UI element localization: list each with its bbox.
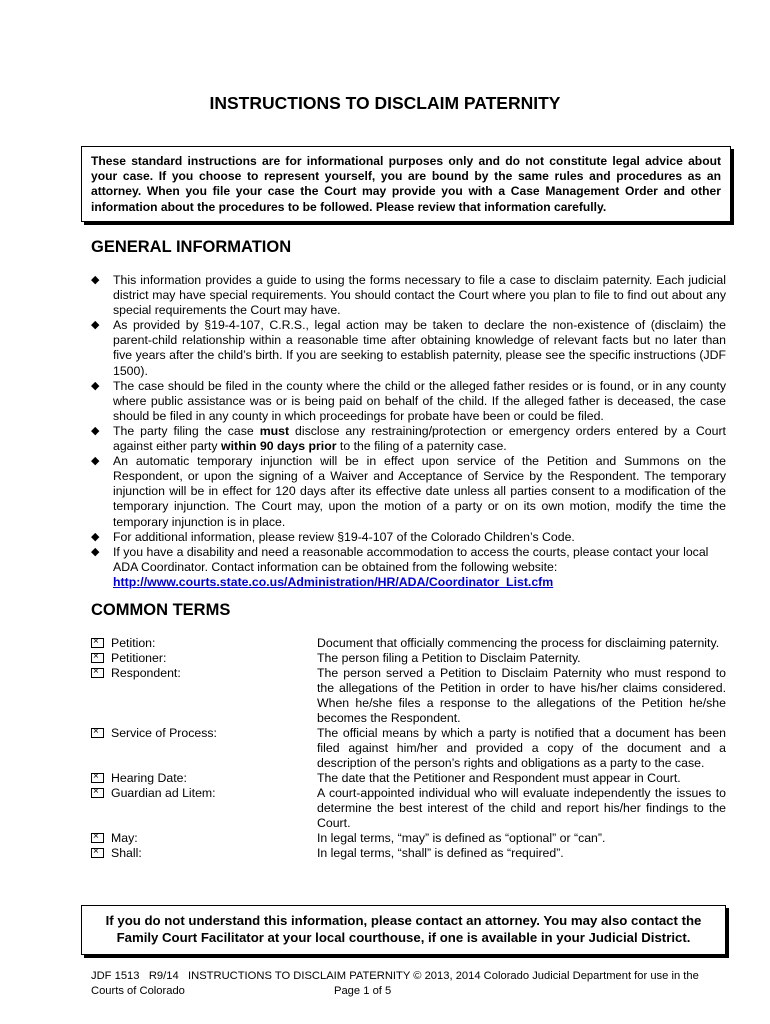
contact-line-1: If you do not understand this information, please contact an attorney. You may also contact the (105, 913, 702, 928)
bullet-text: An automatic temporary injunction will be in effect upon service of the Petition and Summons on the Respondent, or upon the signing of a Waiver and Acceptance of Service by the Respondent. The temporary injunction will be in effect for 120 days after its effective date unless all parties consent to a modification of the temporary injunction. The Court may, upon the motion of a party or on its own motion, modify the time the temporary injunction is in place. (113, 454, 726, 529)
bullet-text: As provided by §19-4-107, C.R.S., legal action may be taken to declare the non-existence of (disclaim) the parent-child relationship within a reasonable time after obtaining knowledge of relevant facts but no later than five years after the child’s birth. If you are seeking to establish paternity, please see the specific instructions (JDF 1500). (113, 318, 726, 378)
footer-courts: Courts of Colorado (91, 985, 185, 997)
term-row (91, 846, 726, 861)
common-terms-list (91, 636, 726, 861)
general-information-heading: GENERAL INFORMATION (91, 238, 292, 256)
term-row (91, 726, 726, 771)
bullet-text: The case should be filed in the county where the child or the alleged father resides or is found, or in any county where public assistance was or is being paid on behalf of the child. If the alleged father is deceased, the case should be filed in any county in which proceedings for probate have been or could be filed. (113, 378, 726, 423)
contact-line-2: Family Court Facilitator at your local courthouse, if one is available in your Judicial District. (116, 929, 691, 945)
page-number: Page 1 of 5 (334, 985, 392, 997)
term-label: Petition: (111, 636, 156, 650)
term-label: Respondent: (111, 666, 181, 680)
page-footer (91, 969, 731, 999)
diamond-bullet-icon: ◆ (91, 530, 100, 543)
checkbox-x-icon (91, 653, 104, 663)
checkbox-x-icon (91, 788, 104, 798)
bullet-text-part: The party filing the case (113, 423, 260, 438)
diamond-bullet-icon: ◆ (91, 379, 100, 392)
list-item (91, 424, 726, 454)
term-definition: In legal terms, “shall” is defined as “required”. (317, 846, 564, 860)
term-definition: The date that the Petitioner and Respondent must appear in Court. (317, 771, 681, 785)
list-item (91, 454, 726, 529)
emphasis-must: must (259, 423, 290, 438)
list-item (91, 379, 726, 424)
contact-notice-box (81, 905, 726, 955)
list-item (91, 545, 726, 590)
list-item (91, 530, 726, 545)
emphasis-90-days: within 90 days prior (221, 439, 337, 454)
diamond-bullet-icon: ◆ (91, 319, 100, 332)
notice-box (81, 146, 731, 222)
bullet-text: For additional information, please review §19-4-107 of the Colorado Children’s Code. (113, 529, 575, 544)
page-title: INSTRUCTIONS TO DISCLAIM PATERNITY (209, 93, 561, 113)
bullet-text-part: to the filing of a paternity case. (336, 439, 507, 454)
term-row (91, 651, 726, 666)
checkbox-x-icon (91, 638, 104, 648)
checkbox-x-icon (91, 773, 104, 783)
term-definition: A court-appointed individual who will evaluate independently the issues to determine the best interest of the child and report his/her findings to the Court. (317, 786, 726, 830)
term-definition: In legal terms, “may” is defined as “optional” or “can”. (317, 831, 606, 845)
term-definition: The official means by which a party is notified that a document has been filed against him/her and provided a copy of the document and a description of the person’s rights and obligations as a party to the case. (317, 726, 726, 770)
ada-coordinator-link[interactable]: http://www.courts.state.co.us/Administration/HR/ADA/Coordinator_List.cfm (113, 574, 554, 589)
bullet-text: If you have a disability and need a reasonable accommodation to access the courts, please contact your local ADA Coordinator. Contact information can be obtained from the following website: (113, 544, 709, 574)
general-information-list (91, 273, 726, 590)
bullet-text-part: disclose any restraining/protection or emergency orders entered by a Court against either party (113, 423, 726, 454)
term-definition: The person filing a Petition to Disclaim Paternity. (317, 651, 581, 665)
term-label: Hearing Date: (111, 771, 187, 785)
term-label: Service of Process: (111, 726, 217, 740)
diamond-bullet-icon: ◆ (91, 424, 100, 437)
checkbox-x-icon (91, 833, 104, 843)
term-definition: The person served a Petition to Disclaim Paternity who must respond to the allegations of the Petition in order to have his/her claims considered. When he/she files a response to the allegations of the Petition he/she becomes the Respondent. (317, 666, 726, 725)
common-terms-heading: COMMON TERMS (91, 601, 231, 619)
checkbox-x-icon (91, 728, 104, 738)
term-label: Guardian ad Litem: (111, 786, 216, 800)
term-row (91, 786, 726, 831)
notice-text: These standard instructions are for informational purposes only and do not constitute legal advice about your case. If you choose to represent yourself, you are bound by the same rules and procedures as an attorney. When you file your case the Court may provide you with a Case Management Order and other information about the procedures to be followed. Please review that information carefully. (91, 154, 721, 214)
diamond-bullet-icon: ◆ (91, 274, 100, 286)
term-label: Shall: (111, 846, 142, 860)
diamond-bullet-icon: ◆ (91, 455, 100, 468)
term-row (91, 771, 726, 786)
list-item (91, 318, 726, 378)
diamond-bullet-icon: ◆ (91, 545, 100, 558)
term-definition: Document that officially commencing the process for disclaiming paternity. (317, 636, 720, 650)
term-row (91, 831, 726, 846)
term-row (91, 666, 726, 726)
bullet-text: This information provides a guide to using the forms necessary to file a case to disclaim paternity. Each judicial district may have special requirements. You should contact the Court where you plan to file to find out about any special requirements the Court may have. (113, 273, 726, 318)
list-item (91, 273, 726, 318)
term-row (91, 636, 726, 651)
term-label: Petitioner: (111, 651, 167, 665)
checkbox-x-icon (91, 848, 104, 858)
checkbox-x-icon (91, 668, 104, 678)
term-label: May: (111, 831, 138, 845)
footer-form-line: JDF 1513 R9/14 INSTRUCTIONS TO DISCLAIM PATERNITY © 2013, 2014 Colorado Judicial Department for use in the (91, 970, 699, 982)
